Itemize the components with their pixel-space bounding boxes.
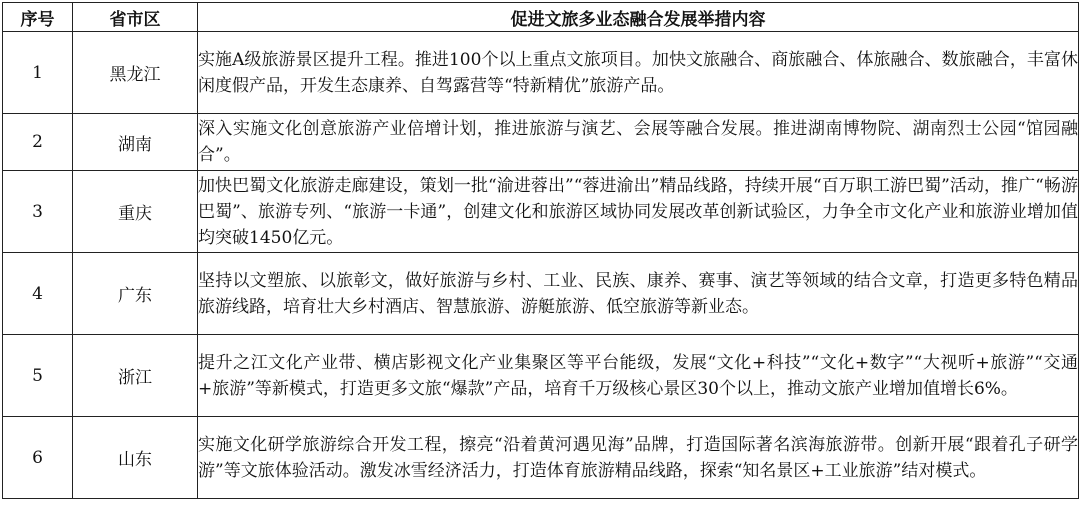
row-province: 广东 bbox=[73, 253, 198, 335]
row-content: 加快巴蜀文化旅游走廊建设，策划一批“渝进蓉出”“蓉进渝出”精品线路，持续开展“百万职工游巴蜀”活动，推广“畅游巴蜀”、旅游专列、“旅游一卡通”，创建文化和旅游区域协同发展改革创新试验区，力争全市文化产业和旅游业增加值均突破1450亿元。 bbox=[198, 171, 1079, 253]
row-province: 浙江 bbox=[73, 335, 198, 417]
row-index: 3 bbox=[3, 171, 73, 253]
row-index: 2 bbox=[3, 114, 73, 171]
row-content: 实施A级旅游景区提升工程。推进100个以上重点文旅项目。加快文旅融合、商旅融合、体旅融合、数旅融合，丰富休闲度假产品，开发生态康养、自驾露营等“特新精优”旅游产品。 bbox=[198, 32, 1079, 114]
table-row bbox=[3, 335, 1079, 417]
row-province: 黑龙江 bbox=[73, 32, 198, 114]
row-content: 提升之江文化产业带、横店影视文化产业集聚区等平台能级，发展“文化+科技”“文化+数字”“大视听+旅游”“交通+旅游”等新模式，打造更多文旅“爆款”产品，培育千万级核心景区30个以上，推动文旅产业增加值增长6%。 bbox=[198, 335, 1079, 417]
header-province: 省市区 bbox=[73, 3, 198, 32]
row-index: 4 bbox=[3, 253, 73, 335]
row-index: 5 bbox=[3, 335, 73, 417]
row-province: 山东 bbox=[73, 417, 198, 499]
table-row bbox=[3, 171, 1079, 253]
table-row bbox=[3, 417, 1079, 499]
table-row bbox=[3, 32, 1079, 114]
measures-table bbox=[2, 2, 1079, 499]
row-index: 6 bbox=[3, 417, 73, 499]
row-province: 重庆 bbox=[73, 171, 198, 253]
row-content: 深入实施文化创意旅游产业倍增计划，推进旅游与演艺、会展等融合发展。推进湖南博物院、湖南烈士公园“馆园融合”。 bbox=[198, 114, 1079, 171]
header-index: 序号 bbox=[3, 3, 73, 32]
header-row bbox=[3, 3, 1079, 32]
row-content: 坚持以文塑旅、以旅彰文，做好旅游与乡村、工业、民族、康养、赛事、演艺等领域的结合文章，打造更多特色精品旅游线路，培育壮大乡村酒店、智慧旅游、游艇旅游、低空旅游等新业态。 bbox=[198, 253, 1079, 335]
header-content: 促进文旅多业态融合发展举措内容 bbox=[198, 3, 1079, 32]
row-province: 湖南 bbox=[73, 114, 198, 171]
row-content: 实施文化研学旅游综合开发工程，擦亮“沿着黄河遇见海”品牌，打造国际著名滨海旅游带。创新开展“跟着孔子研学游”等文旅体验活动。激发冰雪经济活力，打造体育旅游精品线路，探索“知名景区+工业旅游”结对模式。 bbox=[198, 417, 1079, 499]
row-index: 1 bbox=[3, 32, 73, 114]
table-row bbox=[3, 114, 1079, 171]
table-row bbox=[3, 253, 1079, 335]
